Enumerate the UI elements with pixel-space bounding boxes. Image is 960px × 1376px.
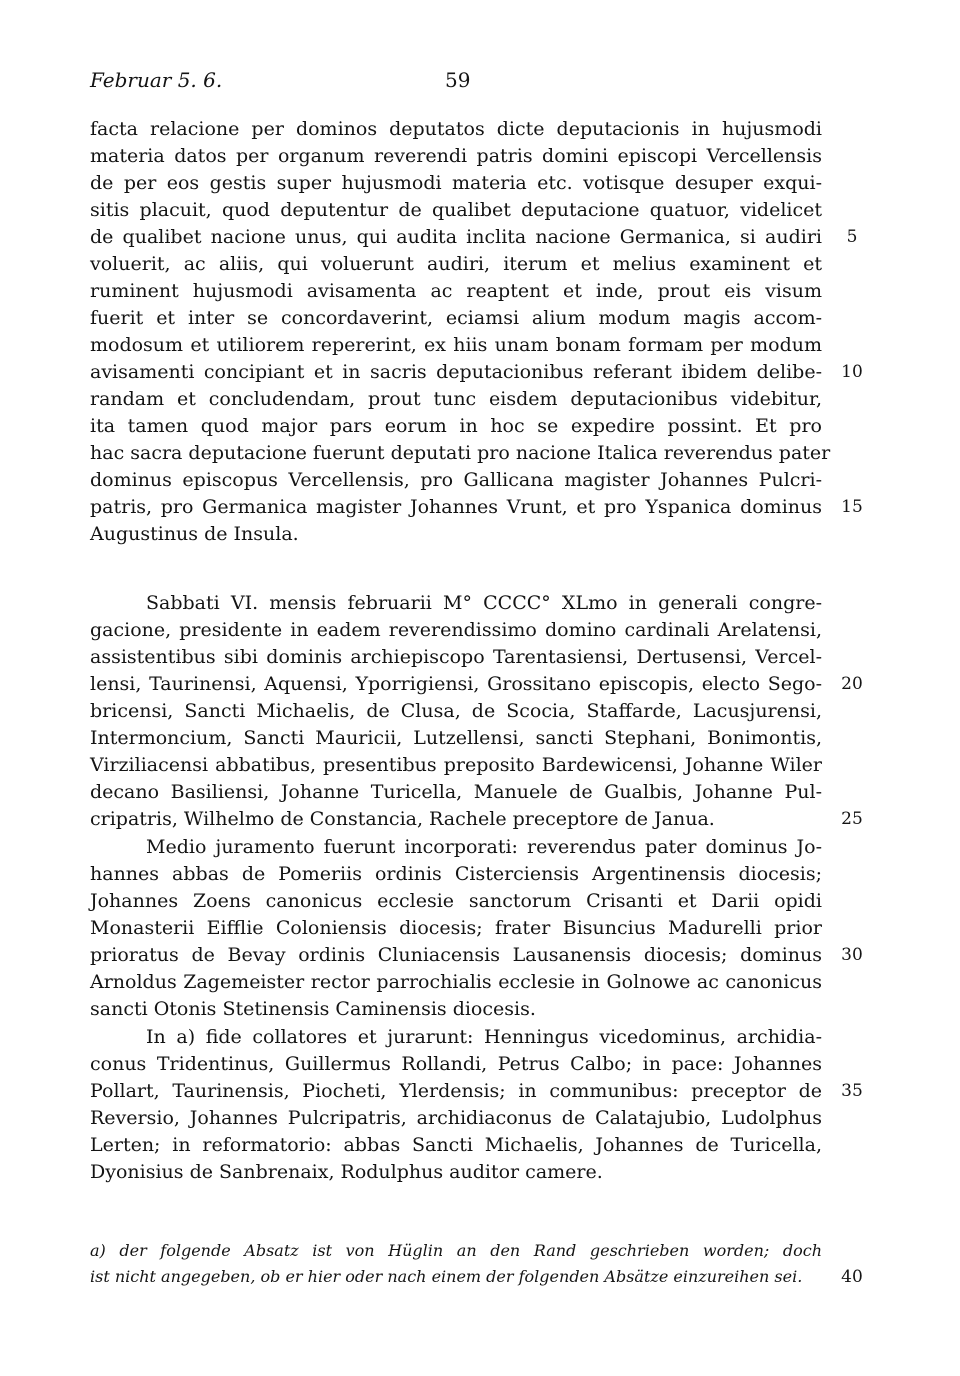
- paragraph-1: [90, 116, 863, 548]
- text-line: [90, 1264, 863, 1290]
- text-line: [90, 1078, 863, 1105]
- text-line: [90, 521, 822, 548]
- line-text: facta relacione per dominos deputatos dicte deputacionis in hujusmodi: [90, 118, 822, 140]
- text-line: [90, 644, 822, 671]
- text-line: [90, 467, 822, 494]
- line-text: a) der folgende Absatz ist von Hüglin an den Rand geschrieben worden; doch: [90, 1241, 822, 1260]
- line-text: Virziliacensi abbatibus, presentibus preposito Bardewicensi, Johanne Wiler: [90, 754, 822, 776]
- line-text: dominus episcopus Vercellensis, pro Gallicana magister Johannes Pulcri-: [90, 469, 822, 491]
- paragraph-4: [90, 1024, 863, 1186]
- text-line: [90, 413, 822, 440]
- text-line: [90, 779, 822, 806]
- line-text: sancti Otonis Stetinensis Caminensis diocesis.: [90, 998, 536, 1020]
- line-text: ruminent hujusmodi avisamenta ac reaptent et inde, prout eis visum: [90, 280, 822, 302]
- running-title: Februar 5. 6.: [90, 68, 223, 92]
- text-line: [90, 590, 822, 617]
- text-line: [90, 996, 822, 1023]
- text-line: [90, 671, 863, 698]
- line-number: 5: [846, 227, 858, 247]
- line-text: Dyonisius de Sanbrenaix, Rodulphus auditor camere.: [90, 1161, 603, 1183]
- page-number: 59: [445, 68, 471, 92]
- line-number: 35: [841, 1081, 863, 1101]
- text-line: [90, 305, 822, 332]
- line-text: gacione, presidente in eadem reverendissimo domino cardinali Arelatensi,: [90, 619, 822, 641]
- paragraph-2: [90, 590, 863, 833]
- line-text: Johannes Zoens canonicus ecclesie sanctorum Crisanti et Darii opidi: [90, 890, 822, 912]
- paragraph-3: [90, 834, 863, 1023]
- line-number: 15: [841, 497, 863, 517]
- line-text: avisamenti concipiant et in sacris deputacionibus referant ibidem delibe-: [90, 361, 822, 383]
- line-text: Reversio, Johannes Pulcripatris, archidiaconus de Calatajubio, Ludolphus: [90, 1107, 822, 1129]
- line-number: 30: [841, 945, 863, 965]
- line-number: 25: [841, 809, 863, 829]
- line-text: patris, pro Germanica magister Johannes Vrunt, et pro Yspanica dominus: [90, 496, 822, 518]
- line-text: fuerit et inter se concordaverint, eciamsi alium modum magis accom-: [90, 307, 822, 329]
- line-text: In a) fide collatores et jurarunt: Henningus vicedominus, archidia-: [146, 1026, 822, 1048]
- line-text: cripatris, Wilhelmo de Constancia, Rachele preceptore de Janua.: [90, 808, 715, 830]
- text-line: [90, 915, 822, 942]
- line-text: materia datos per organum reverendi patris domini episcopi Vercellensis: [90, 145, 822, 167]
- text-line: [90, 143, 822, 170]
- text-line: [90, 752, 822, 779]
- footnote: [90, 1238, 863, 1290]
- text-line: [90, 116, 822, 143]
- text-line: [90, 1024, 822, 1051]
- line-text: sitis placuit, quod deputentur de qualibet deputacione quatuor, videlicet: [90, 199, 822, 221]
- text-line: [90, 698, 822, 725]
- line-text: Medio juramento fuerunt incorporati: reverendus pater dominus Jo-: [146, 836, 822, 858]
- line-text: prioratus de Bevay ordinis Cluniacensis Lausanensis diocesis; dominus: [90, 944, 822, 966]
- line-number: 20: [841, 674, 863, 694]
- line-text: bricensi, Sancti Michaelis, de Clusa, de Scocia, Staffarde, Lacusjurensi,: [90, 700, 822, 722]
- text-line: [90, 725, 822, 752]
- text-line: [90, 1132, 822, 1159]
- line-number: 40: [841, 1267, 863, 1287]
- text-line: [90, 861, 822, 888]
- line-text: Arnoldus Zagemeister rector parrochialis ecclesie in Golnowe ac canonicus: [90, 971, 822, 993]
- line-text: randam et concludendam, prout tunc eisdem deputacionibus videbitur,: [90, 388, 822, 410]
- text-line: [90, 440, 831, 467]
- line-text: Sabbati VI. mensis februarii M° CCCC° XLmo in generali congre-: [146, 592, 822, 614]
- line-text: ist nicht angegeben, ob er hier oder nach einem der folgenden Absätze einzureihen sei.: [90, 1267, 803, 1286]
- text-line: [90, 359, 863, 386]
- line-text: decano Basiliensi, Johanne Turicella, Manuele de Gualbis, Johanne Pul-: [90, 781, 822, 803]
- text-line: [90, 1159, 822, 1186]
- text-line: [90, 224, 858, 251]
- line-text: voluerit, ac aliis, qui voluerunt audiri, iterum et melius examinent et: [90, 253, 822, 275]
- text-line: [90, 942, 863, 969]
- text-line: [90, 251, 822, 278]
- line-text: conus Tridentinus, Guillermus Rollandi, Petrus Calbo; in pace: Johannes: [90, 1053, 822, 1075]
- text-line: [90, 278, 822, 305]
- text-line: [90, 170, 822, 197]
- text-line: [90, 1051, 822, 1078]
- line-text: lensi, Taurinensi, Aquensi, Yporrigiensi, Grossitano episcopis, electo Sego-: [90, 673, 822, 695]
- line-text: de qualibet nacione unus, qui audita inclita nacione Germanica, si audiri: [90, 226, 822, 248]
- line-text: de per eos gestis super hujusmodi materia etc. votisque desuper exqui-: [90, 172, 822, 194]
- line-text: Intermoncium, Sancti Mauricii, Lutzellensi, sancti Stephani, Bonimontis,: [90, 727, 822, 749]
- line-text: Lerten; in reformatorio: abbas Sancti Michaelis, Johannes de Turicella,: [90, 1134, 822, 1156]
- text-line: [90, 332, 822, 359]
- line-text: Augustinus de Insula.: [90, 523, 299, 545]
- text-line: [90, 969, 822, 996]
- line-text: modosum et utiliorem repererint, ex hiis unam bonam formam per modum: [90, 334, 822, 356]
- line-text: Monasterii Eifflie Coloniensis diocesis; frater Bisuncius Madurelli prior: [90, 917, 822, 939]
- text-line: [90, 1238, 822, 1264]
- text-line: [90, 494, 863, 521]
- text-line: [90, 888, 822, 915]
- page-header: [90, 68, 830, 98]
- line-text: ita tamen quod major pars eorum in hoc se expedire possint. Et pro: [90, 415, 822, 437]
- text-line: [90, 197, 822, 224]
- text-line: [90, 834, 822, 861]
- text-line: [90, 386, 822, 413]
- line-text: hannes abbas de Pomeriis ordinis Cisterciensis Argentinensis diocesis;: [90, 863, 822, 885]
- text-line: [90, 806, 863, 833]
- line-text: hac sacra deputacione fuerunt deputati pro nacione Italica reverendus pater: [90, 442, 831, 464]
- text-line: [90, 1105, 822, 1132]
- line-text: Pollart, Taurinensis, Piocheti, Ylerdensis; in communibus: preceptor de: [90, 1080, 822, 1102]
- line-text: assistentibus sibi dominis archiepiscopo Tarentasiensi, Dertusensi, Vercel-: [90, 646, 822, 668]
- line-number: 10: [841, 362, 863, 382]
- text-line: [90, 617, 822, 644]
